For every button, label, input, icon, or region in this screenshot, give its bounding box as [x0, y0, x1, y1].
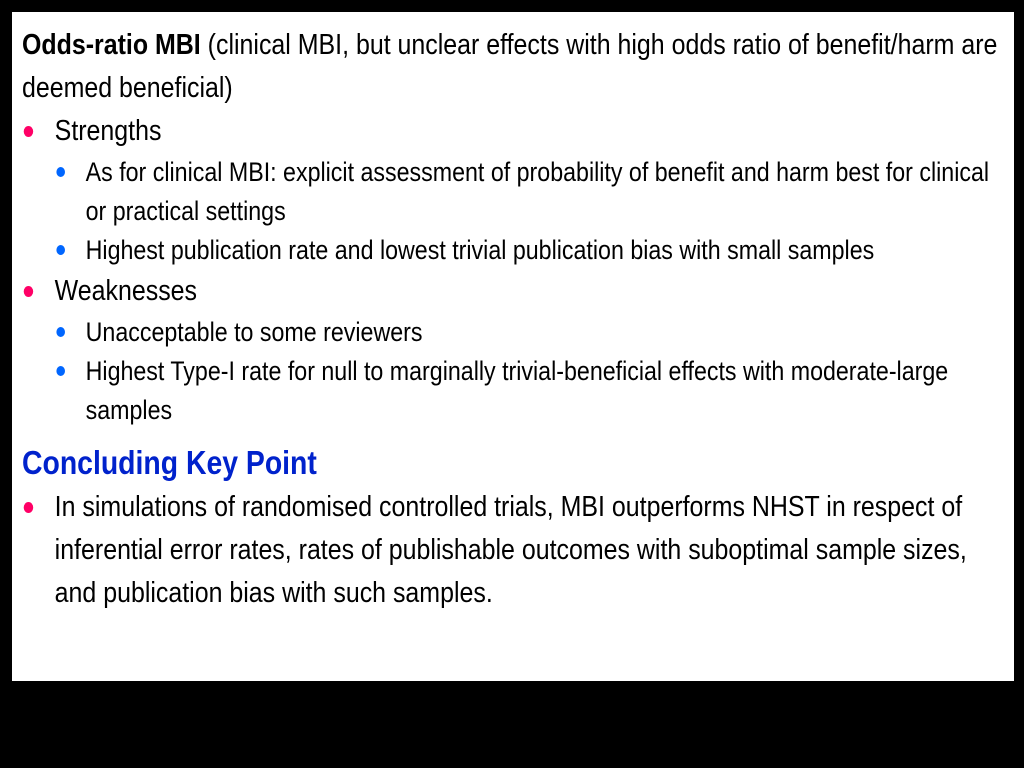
weakness-point-text: Unacceptable to some reviewers [85, 317, 423, 347]
conclusion-item [22, 486, 1007, 615]
strengths-item [22, 110, 1007, 270]
bullet-icon [24, 126, 33, 137]
bullet-icon [56, 366, 65, 376]
strength-point [55, 231, 1007, 270]
strength-point-text: Highest publication rate and lowest trivial publication bias with small samples [85, 235, 875, 265]
weaknesses-label: Weaknesses [54, 275, 198, 307]
bullet-icon [24, 286, 33, 297]
concluding-key-point-heading: Concluding Key Point [22, 444, 317, 481]
intro-description: (clinical MBI, but unclear effects with high odds ratio of benefit/harm are deemed beneficial) [22, 29, 998, 104]
weaknesses-item [22, 270, 1007, 430]
bullet-icon [56, 327, 65, 337]
intro-paragraph [22, 24, 1007, 110]
slide-content [12, 12, 1014, 681]
bullet-icon [24, 502, 33, 513]
intro-title: Odds-ratio MBI [22, 29, 201, 61]
conclusion-text: In simulations of randomised controlled trials, MBI outperforms NHST in respect of inferential error rates, rates of publishable outcomes with suboptimal sample sizes, and publication bias with such samples. [54, 491, 967, 609]
weakness-point [55, 313, 1007, 352]
weakness-point-text: Highest Type-I rate for null to marginally trivial-beneficial effects with moderate-large samples [85, 356, 949, 425]
weakness-point [55, 352, 1007, 430]
strengths-weaknesses-section [22, 110, 1007, 615]
strength-point-text: As for clinical MBI: explicit assessment of probability of benefit and harm best for clinical or practical settings [85, 157, 990, 226]
bullet-icon [56, 245, 65, 255]
bullet-icon [56, 167, 65, 177]
strength-point [55, 153, 1007, 231]
strengths-label: Strengths [54, 115, 162, 147]
